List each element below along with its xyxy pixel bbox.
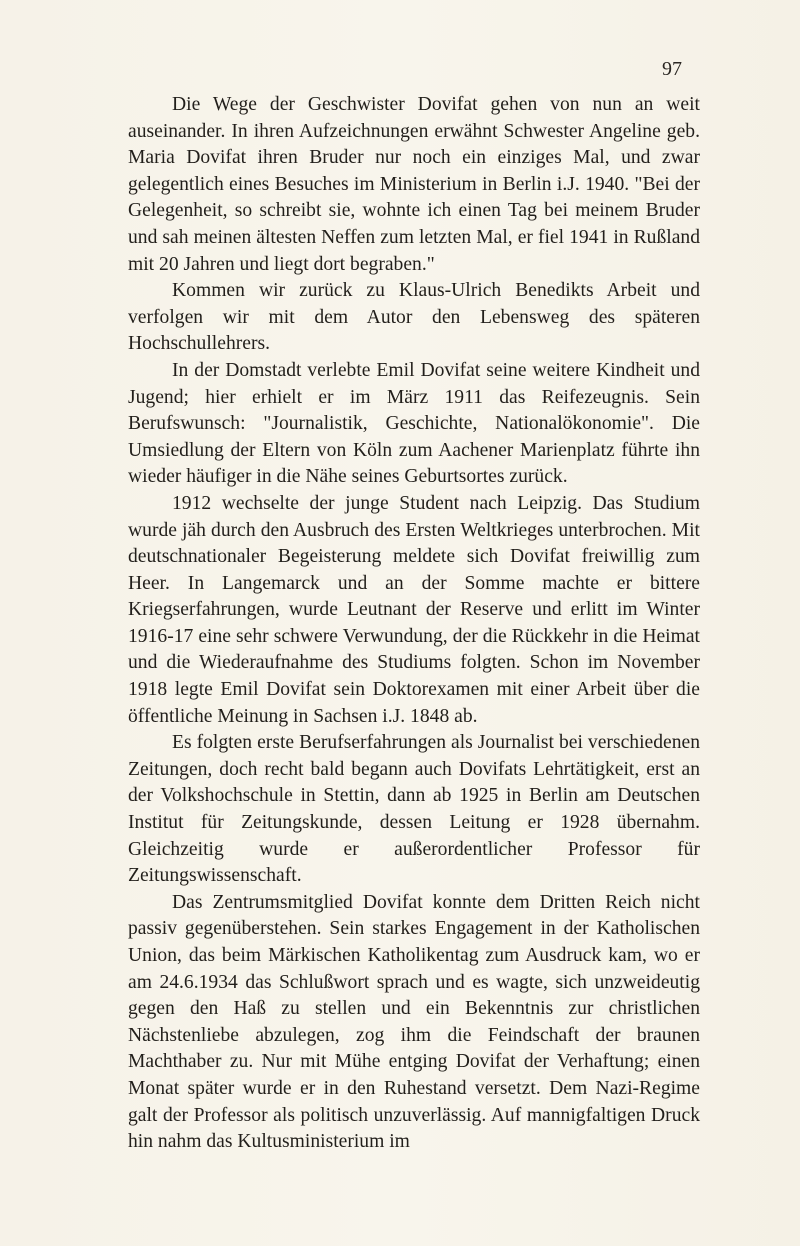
- paragraph-career-beginnings: Es folgten erste Berufserfahrungen als Journalist bei verschiedenen Zeitungen, doch recht bald begann auch Dovifats Lehrtätigkeit, erst an der Volkshochschule in Stettin, dann ab 1925 in Berlin am Deutschen Institut für Zeitungskunde, dessen Leitung er 1928 übernahm. Gleichzeitig wurde er außerordentlicher Professor für Zeitungswissenschaft.: [128, 732, 700, 887]
- paragraph-return-to-benedikt: Kommen wir zurück zu Klaus-Ulrich Benedikts Arbeit und verfolgen wir mit dem Autor den Lebensweg des späteren Hochschullehrers.: [128, 280, 700, 355]
- page-number: 97: [662, 58, 682, 80]
- paragraph-childhood-cologne: In der Domstadt verlebte Emil Dovifat seine weitere Kindheit und Jugend; hier erhielt er im März 1911 das Reifezeugnis. Sein Berufswunsch: "Journalistik, Geschichte, Nationalökonomie". Die Umsiedlung der Eltern von Köln zum Aachener Marienplatz führte ihn wieder häufiger in die Nähe seines Geburtsortes zurück.: [128, 359, 700, 488]
- body-text: [128, 92, 700, 1156]
- paragraph-leipzig-war: 1912 wechselte der junge Student nach Leipzig. Das Studium wurde jäh durch den Ausbruch des Ersten Weltkrieges unterbrochen. Mit deutschnationaler Begeisterung meldete sich Dovifat freiwillig zum Heer. In Langemarck und an der Somme machte er bittere Kriegserfahrungen, wurde Leutnant der Reserve und erlitt im Winter 1916-17 eine sehr schwere Verwundung, der die Rückkehr in die Heimat und die Wiederaufnahme des Studiums folgten. Schon im November 1918 legte Emil Dovifat sein Doktorexamen mit einer Arbeit über die öffentliche Meinung in Sachsen i.J. 1848 ab.: [128, 492, 700, 727]
- paragraph-third-reich: Das Zentrumsmitglied Dovifat konnte dem Dritten Reich nicht passiv gegenüberstehen. Sein starkes Engagement in der Katholischen Union, das beim Märkischen Katholikentag zum Ausdruck kam, wo er am 24.6.1934 das Schlußwort sprach und es wagte, sich unzweideutig gegen den Haß zu stellen und ein Bekenntnis zur christlichen Nächstenliebe abzulegen, zog ihm die Feindschaft der braunen Machthaber zu. Nur mit Mühe entging Dovifat der Verhaftung; einen Monat später wurde er in den Ruhestand versetzt. Dem Nazi-Regime galt der Professor als politisch unzuverlässig. Auf mannigfaltigen Druck hin nahm das Kultusministerium im: [128, 891, 700, 1153]
- paragraph-siblings-part-ways: Die Wege der Geschwister Dovifat gehen von nun an weit auseinander. In ihren Aufzeichnungen erwähnt Schwester Angeline geb. Maria Dovifat ihren Bruder nur noch ein einziges Mal, und zwar gelegentlich eines Besuches im Ministerium in Berlin i.J. 1940. "Bei der Gelegenheit, so schreibt sie, wohnte ich einen Tag bei meinem Bruder und sah meinen ältesten Neffen zum letzten Mal, er fiel 1941 in Rußland mit 20 Jahren und liegt dort begraben.": [128, 94, 700, 275]
